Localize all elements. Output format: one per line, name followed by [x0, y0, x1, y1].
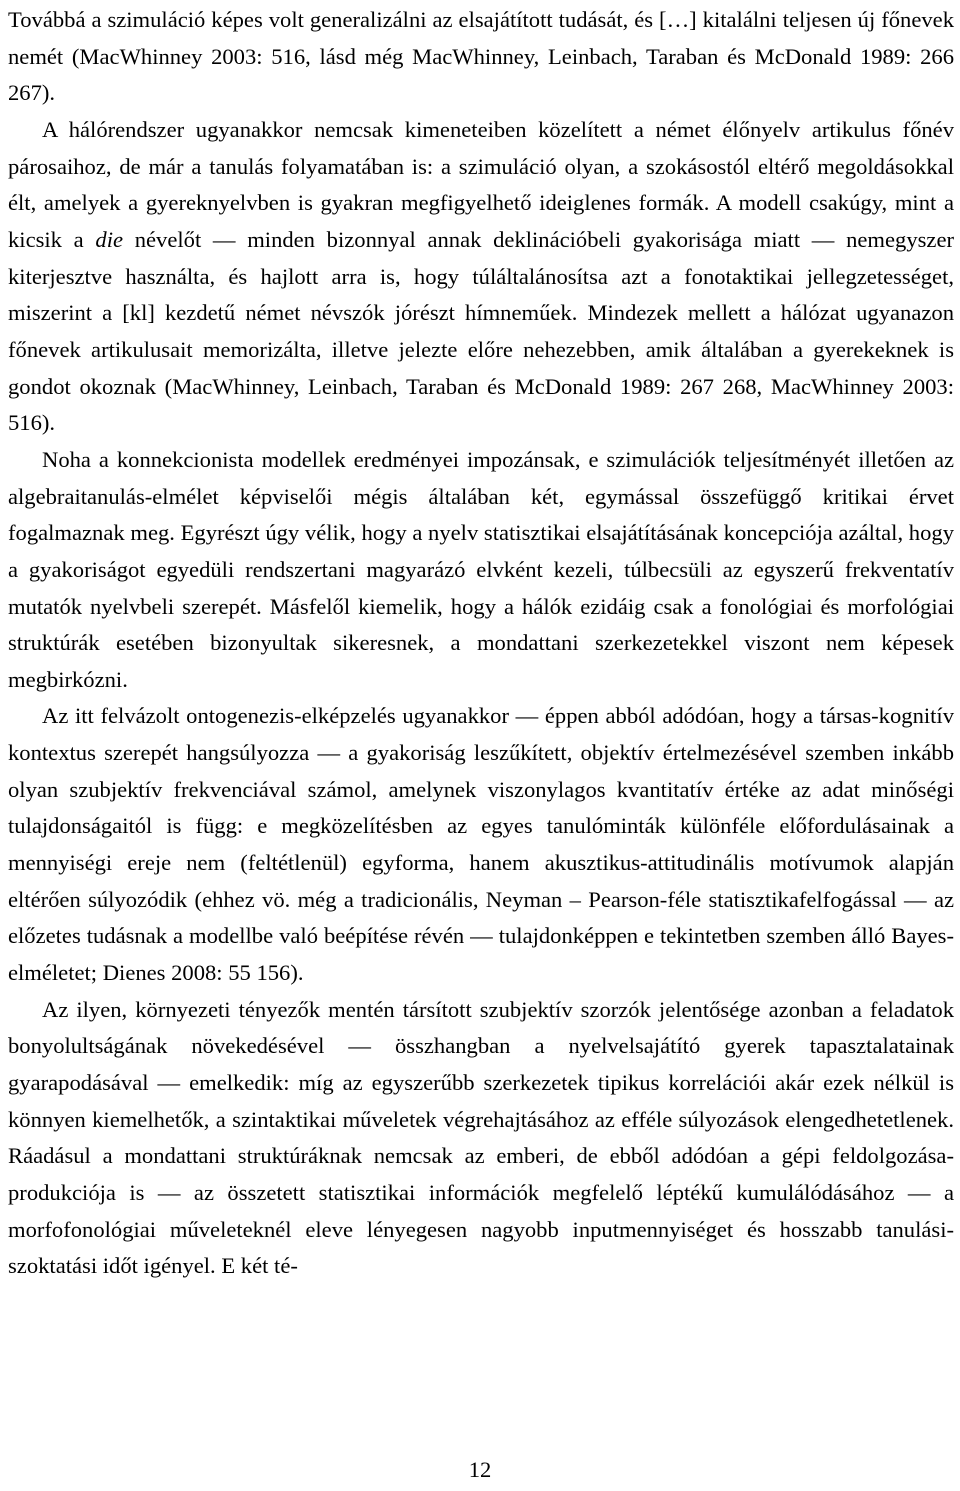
paragraph-4-text: Az itt felvázolt ontogenezis-elképzelés ugyanakkor — éppen abból adódóan, hogy a társas-kognitív kontextus szerepét hangsúlyozza — a gyakoriság leszűkített, objektív értelmezésével szemben inkább olyan szubjektív frekvenciával számol, amelynek viszonylagos kvantitatív értéke az adat minőségi tulajdonságaitól is függ: e megközelítésben az egyes tanulóminták különféle előfordulásainak a mennyiségi ereje nem (feltétlenül) egyforma, hanem akusztikus-attitudinális motívumok alapján eltérően súlyozódik (ehhez vö. még a tradicionális, Neyman – Pearson-féle statisztikafelfogással — az előzetes tudásnak a modellbe való beépítése révén — tulajdonképpen e tekintetben szemben álló Bayes-elméletet; Dienes 2008: 55 156). [8, 703, 954, 986]
paragraph-4 [8, 698, 954, 991]
paragraph-2-text-a: A hálórendszer ugyanakkor nemcsak kimeneteiben közelített a német élőnyelv artikulus főnév párosaihoz, de már a tanulás folyamatában is: a szimuláció olyan, a szokásostól eltérő megoldásokkal élt, amelyek a gyereknyelvben is gyakran megfigyelhető ideiglenes formák. A modell csakúgy, mint a kicsik a [8, 116, 954, 252]
paragraph-2 [8, 112, 954, 442]
paragraph-3-text: Noha a konnekcionista modellek eredményei impozánsak, e szimulációk teljesítményét illetően az algebraitanulás-elmélet képviselői mégis általában két, egymással összefüggő kritikai érvet fogalmaznak meg. Egyrészt úgy vélik, hogy a nyelv statisztikai elsajátításának koncepciója azáltal, hogy a gyakoriságot egyedüli rendszertani magyarázó elvként kezeli, túlbecsüli az egyszerű frekventatív mutatók nyelvbeli szerepét. Másfelől kiemelik, hogy a hálók ezidáig csak a fonológiai és morfológiai struktúrák esetében bizonyultak sikeresnek, a mondattani szerkezetekkel viszont nem képesek megbirkózni. [8, 446, 954, 692]
body-text [8, 2, 954, 1285]
paragraph-5-text: Az ilyen, környezeti tényezők mentén társított szubjektív szorzók jelentősége azonban a feladatok bonyolultságának növekedésével — összhangban a nyelvelsajátító gyerek tapasztalatainak gyarapodásával — emelkedik: míg az egyszerűbb szerkezetek tipikus korrelációi akár ezek nélkül is könnyen kiemelhetők, a szintaktikai műveletek végrehajtásához az efféle súlyozások elengedhetetlenek. Ráadásul a mondattani struktúráknak nemcsak az emberi, de ebből adódóan a gépi feldolgozása-produkciója is — az összetett statisztikai információk megfelelő léptékű kumulálódásához — a morfofonológiai műveleteknél eleve lényegesen nagyobb inputmennyiséget és hosszabb tanulási-szoktatási időt igényel. E két té- [8, 996, 954, 1279]
paragraph-3 [8, 442, 954, 699]
italic-term-die: die [95, 226, 124, 252]
paragraph-1 [8, 2, 954, 112]
paragraph-5 [8, 992, 954, 1285]
paragraph-1-text: Továbbá a szimuláció képes volt generalizálni az elsajátított tudását, és […] kitalálni teljesen új főnevek nemét (MacWhinney 2003: 516, lásd még MacWhinney, Leinbach, Taraban és McDonald 1989: 266 267). [8, 7, 954, 106]
page-number: 12 [468, 1457, 492, 1482]
paragraph-2-text-b: névelőt — minden bizonnyal annak deklinációbeli gyakorisága miatt — nemegyszer kiterjesztve használta, és hajlott arra is, hogy túláltalánosítsa azt a fonotaktikai jellegzetességet, miszerint a [kl] kezdetű német névszók jórészt hímneműek. Mindezek mellett a hálózat ugyanazon főnevek artikulusait memorizálta, illetve jelezte előre nehezebben, amik általában a gyerekeknek is gondot okoznak (MacWhinney, Leinbach, Taraban és McDonald 1989: 267 268, MacWhinney 2003: 516). [8, 226, 954, 436]
